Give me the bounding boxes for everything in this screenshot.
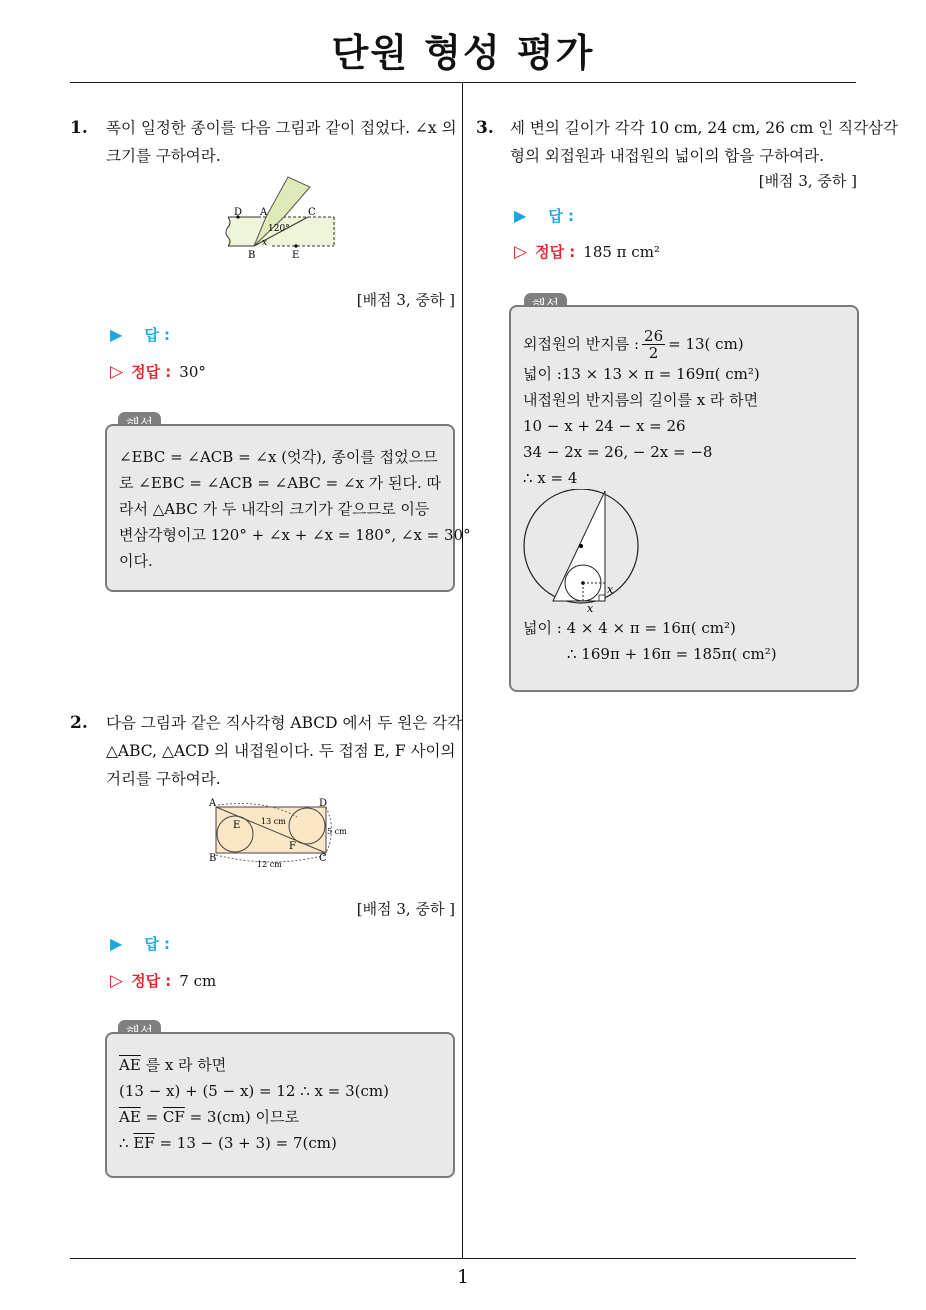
q1-fig-angle: 120° (268, 224, 290, 234)
q3-sol-line7: 넓이 : 4 × 4 × π = 16π( cm²) (523, 619, 736, 637)
segment-ef: $\overline{EF}$ (133, 1134, 155, 1152)
q1-number: 1. (70, 118, 88, 138)
q2-text (106, 709, 462, 793)
q3-answer-label: 답 : (548, 207, 575, 225)
q2-number: 2. (70, 713, 88, 733)
q3-sol-line1 (523, 327, 760, 361)
q2-sol-line1-rest: 를 x 라 하면 (140, 1056, 227, 1074)
q3-correct-label: 정답 : (535, 243, 576, 261)
q2-sol-line3-rest: = 3(cm) 이므로 (184, 1108, 300, 1126)
q1-sol-line4: 변삼각형이고 120° + ∠x + ∠x = 180°, ∠x = 30° (119, 526, 471, 544)
q3-score: [배점 3, 중하 ] (758, 172, 857, 190)
therefore-symbol: ∴ (119, 1134, 134, 1152)
q2-correct-row (110, 970, 216, 991)
q1-answer-row[interactable] (110, 324, 170, 345)
q3-number: 3. (476, 118, 494, 138)
q1-answer-label: 답 : (144, 326, 171, 344)
q1-fig-label-e: E (292, 250, 300, 261)
q1-fig-x: x (262, 238, 268, 248)
q3-answer-row[interactable] (514, 205, 574, 226)
q1-sol-line1: ∠EBC = ∠ACB = ∠x (엇각), 종이를 접었으므 (119, 448, 438, 466)
q2-figure (205, 795, 355, 873)
segment-ae: $\overline{AE}$ (119, 1056, 141, 1074)
fraction-numerator: 26 (644, 326, 664, 345)
q2-fig-label-f: F (289, 841, 296, 852)
q2-sol-line2: (13 − x) + (5 − x) = 12 ∴ x = 3(cm) (119, 1082, 389, 1100)
q2-fig-label-c: C (319, 853, 327, 864)
q1-sol-line2: 로 ∠EBC = ∠ACB = ∠ABC = ∠x 가 된다. 따 (119, 474, 442, 492)
q1-fig-label-a: A (260, 207, 268, 218)
q3-sol-line2: 넓이 :13 × 13 × π = 169π( cm²) (523, 365, 760, 383)
q1-score: [배점 3, 중하 ] (356, 291, 455, 309)
q1-figure (222, 175, 342, 265)
q3-fig-x-bottom: x (587, 602, 594, 613)
q3-correct-value: 185 π cm² (583, 242, 660, 261)
segment-cf: $\overline{CF}$ (162, 1108, 185, 1126)
q2-fig-label-side: 5 cm (327, 827, 347, 836)
top-divider (70, 82, 856, 83)
play-icon: ▶ (110, 934, 123, 953)
q1-sol-line3: 라서 △ABC 가 두 내각의 크기가 같으므로 이등 (119, 500, 430, 518)
q1-text (106, 114, 457, 170)
q2-sol-line4-rest: = 13 − (3 + 3) = 7(cm) (154, 1134, 337, 1152)
page-title: 단원 형성 평가 (331, 31, 595, 75)
q3-text (510, 114, 898, 170)
q2-sol-line3-eq: = (140, 1108, 163, 1126)
q2-solution-box (105, 1032, 455, 1178)
q3-correct-row (514, 241, 660, 262)
q2-fig-label-d: D (319, 798, 328, 809)
q1-correct-value: 30° (179, 362, 206, 381)
q3-sol-line1-label: 외접원의 반지름 : (523, 335, 640, 353)
q3-sol-line4: 10 − x + 24 − x = 26 (523, 417, 686, 435)
segment-ae: $\overline{AE}$ (119, 1108, 141, 1126)
page-number: 1 (456, 1266, 470, 1288)
q2-text-line2: △ABC, △ACD 의 내접원이다. 두 접점 E, F 사이의 (106, 742, 456, 760)
q2-correct-label: 정답 : (131, 972, 172, 990)
q3-sol-line3: 내접원의 반지름의 길이를 x 라 하면 (523, 391, 759, 409)
q2-sol-line1 (119, 1052, 389, 1078)
q2-answer-row[interactable] (110, 933, 170, 954)
play-icon: ▶ (514, 206, 527, 225)
q1-fig-label-b: B (248, 250, 256, 261)
q2-correct-value: 7 cm (179, 971, 217, 990)
q3-figure (519, 489, 645, 613)
q3-solution-box (509, 305, 859, 692)
q1-text-line2: 크기를 구하여라. (106, 147, 221, 165)
q2-fig-label-bottom: 12 cm (257, 860, 282, 869)
fraction (642, 328, 665, 361)
q2-fig-label-a: A (209, 798, 217, 809)
q3-sol-line1-rest: = 13( cm) (668, 335, 744, 353)
q3-fig-x-right: x (607, 583, 614, 596)
q2-text-line1: 다음 그림과 같은 직사각형 ABCD 에서 두 원은 각각 (106, 714, 463, 732)
q2-text-line3: 거리를 구하여라. (106, 770, 221, 788)
q2-score: [배점 3, 중하 ] (356, 900, 455, 918)
q1-sol-line5: 이다. (119, 552, 153, 570)
q2-sol-line3 (119, 1104, 389, 1130)
outline-triangle-icon: ▷ (514, 241, 528, 262)
q1-correct-label: 정답 : (131, 363, 172, 381)
q1-fig-label-c: C (308, 207, 316, 218)
q2-answer-label: 답 : (144, 935, 171, 953)
q1-correct-row (110, 361, 206, 382)
q1-text-line1: 폭이 일정한 종이를 다음 그림과 같이 접었다. ∠x 의 (106, 119, 457, 137)
q2-fig-label-e: E (233, 820, 241, 831)
q3-text-line1: 세 변의 길이가 각각 10 cm, 24 cm, 26 cm 인 직각삼각 (510, 119, 899, 137)
q1-fig-label-d: D (234, 207, 243, 218)
q3-text-line2: 형의 외접원과 내접원의 넓이의 합을 구하여라. (510, 147, 825, 165)
column-divider (462, 82, 463, 1258)
q2-fig-label-diag: 13 cm (261, 817, 286, 826)
fraction-denominator: 2 (648, 343, 659, 362)
q3-sol-line5: 34 − 2x = 26, − 2x = −8 (523, 443, 713, 461)
bottom-divider (70, 1258, 856, 1259)
play-icon: ▶ (110, 325, 123, 344)
q1-solution-box (105, 424, 471, 592)
q2-sol-line4 (119, 1130, 389, 1156)
q3-sol-line6: ∴ x = 4 (523, 469, 578, 487)
q2-fig-label-b: B (209, 853, 217, 864)
outline-triangle-icon: ▷ (110, 361, 124, 382)
outline-triangle-icon: ▷ (110, 970, 124, 991)
q3-sol-line8: ∴ 169π + 16π = 185π( cm²) (567, 645, 777, 663)
